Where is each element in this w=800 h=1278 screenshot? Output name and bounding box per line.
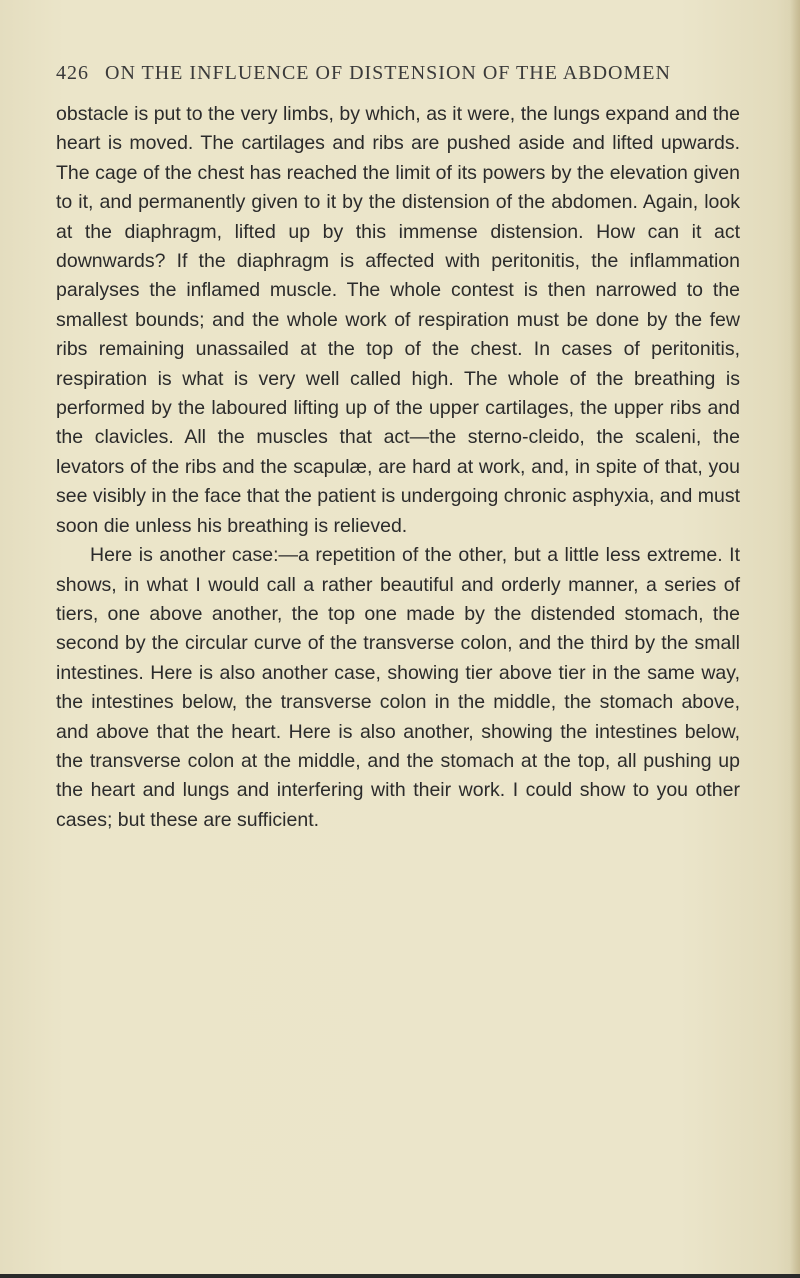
running-title: ON THE INFLUENCE OF DISTENSION OF THE ABDOMEN: [105, 62, 671, 84]
running-header: [56, 62, 746, 85]
paragraph-1: obstacle is put to the very limbs, by which, as it were, the lungs expand and the heart is moved. The cartilages and ribs are pushed aside and lifted upwards. The cage of the chest has reached the limit of its powers by the elevation given to it, and permanently given to it by the distension of the abdomen. Again, look at the diaphragm, lifted up by this immense distension. How can it act downwards? If the diaphragm is affected with peritonitis, the inflammation paralyses the inflamed muscle. The whole contest is then narrowed to the smallest bounds; and the whole work of respiration must be done by the few ribs remaining unassailed at the top of the chest. In cases of peritonitis, respiration is what is very well called high. The whole of the breathing is performed by the laboured lifting up of the upper cartilages, the upper ribs and the clavicles. All the muscles that act—the sterno-cleido, the scaleni, the levators of the ribs and the scapulæ, are hard at work, and, in spite of that, you see visibly in the face that the patient is undergoing chronic asphyxia, and must soon die unless his breathing is relieved.: [56, 103, 740, 537]
bottom-edge: [0, 1274, 800, 1278]
body-text: [56, 100, 740, 835]
page-number: 426: [56, 62, 89, 84]
page-edge-shadow: [790, 0, 800, 1278]
paragraph-2: Here is another case:—a repetition of the other, but a little less extreme. It shows, in what I would call a rather beautiful and orderly manner, a series of tiers, one above another, the top one made by the distended stomach, the second by the circular curve of the transverse colon, and the third by the small intestines. Here is also another case, showing tier above tier in the same way, the intestines below, the transverse colon in the middle, the stomach above, and above that the heart. Here is also another, showing the intestines below, the transverse colon at the middle, and the stomach at the top, all pushing up the heart and lungs and interfering with their work. I could show to you other cases; but these are sufficient.: [56, 544, 740, 831]
